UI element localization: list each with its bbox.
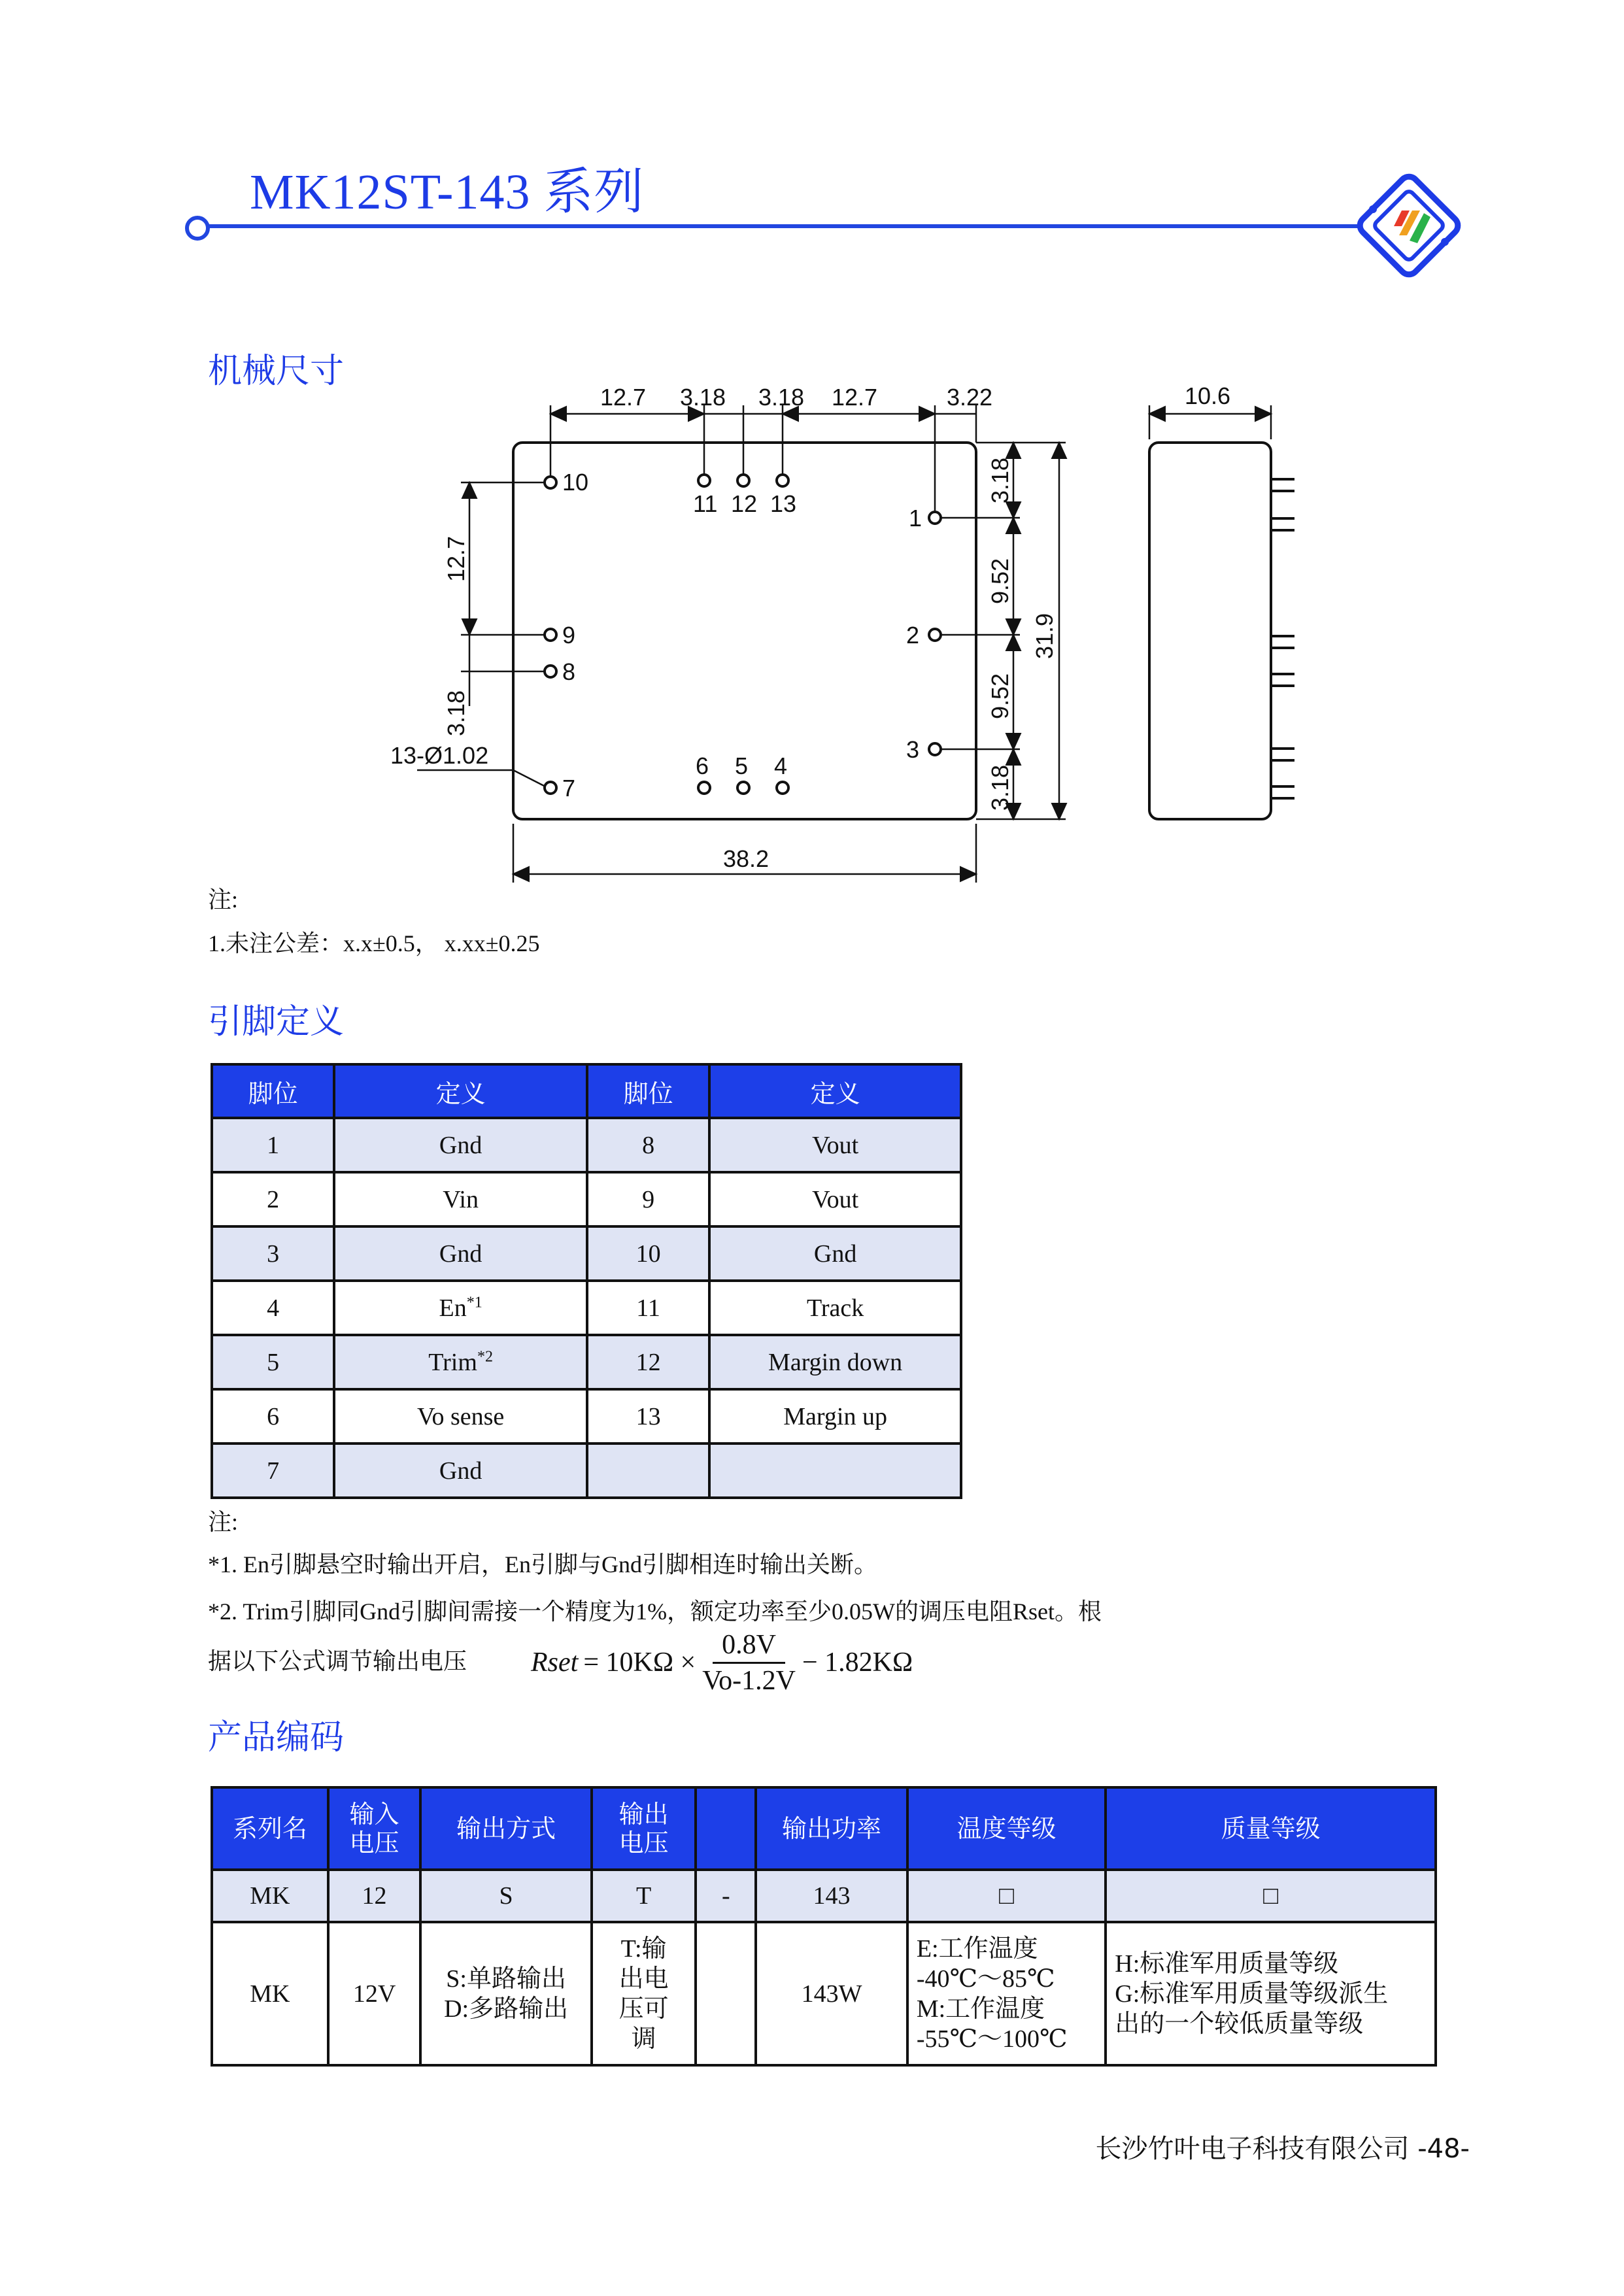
table-cell (592, 1922, 696, 2065)
pin-note-1: *1. En引脚悬空时输出开启，En引脚与Gnd引脚相连时输出关断。 (208, 1551, 877, 1578)
table-cell: □ (907, 1870, 1106, 1922)
output-voltage-line: T:输 (620, 1934, 667, 1963)
table-cell: 4 (212, 1281, 334, 1335)
table-cell (420, 1922, 591, 2065)
dim-right-4: 3.18 (987, 764, 1013, 811)
footnote-mark-2: *2 (477, 1347, 493, 1365)
side-pins (1271, 479, 1294, 798)
output-voltage-line: 出电 (618, 1965, 669, 1993)
pin-hole-11 (698, 475, 710, 486)
output-voltage-line: 调 (631, 2025, 656, 2053)
temp-line: -40℃～85℃ (916, 1965, 1055, 1993)
pin-def-en: En (439, 1294, 467, 1322)
temp-line: -55℃～100℃ (916, 2025, 1068, 2053)
table-cell: 9 (587, 1172, 709, 1226)
table-cell: Gnd (334, 1226, 587, 1281)
header-dot (185, 216, 210, 241)
series-title: MK12ST-143 系列 (250, 165, 645, 220)
table-cell: 7 (212, 1443, 334, 1498)
code-header-quality: 质量等级 (1106, 1787, 1436, 1870)
pin-hole-12 (737, 475, 749, 486)
mechanical-drawing (366, 379, 1294, 902)
output-mode-line: S:单路输出 (446, 1965, 566, 1993)
table-cell (334, 1281, 587, 1335)
pin-note-label: 注: (208, 1509, 239, 1535)
dim-left-2: 3.18 (443, 690, 469, 736)
code-header-temp: 温度等级 (907, 1787, 1106, 1870)
dim-top-3: 3.18 (758, 384, 805, 411)
pin-hole-6 (698, 782, 710, 794)
table-row (212, 1172, 961, 1226)
pin-label-6: 6 (696, 752, 709, 779)
table-cell (696, 1922, 756, 2065)
table-cell: 12V (328, 1922, 421, 2065)
table-cell (709, 1443, 961, 1498)
pin-hole-1 (929, 512, 941, 524)
table-cell: Vo sense (334, 1389, 587, 1443)
pin-label-3: 3 (906, 736, 920, 763)
pin-label-13: 13 (770, 490, 797, 517)
table-cell: MK (212, 1870, 328, 1922)
table-cell: 12 (587, 1335, 709, 1389)
table-cell: 8 (587, 1118, 709, 1172)
table-cell: Vout (709, 1118, 961, 1172)
table-cell: □ (1106, 1870, 1436, 1922)
pin-hole-5 (737, 782, 749, 794)
table-cell: Vin (334, 1172, 587, 1226)
table-cell: 13 (587, 1389, 709, 1443)
company-logo-icon (1347, 163, 1471, 288)
section-title-mechanical: 机械尺寸 (208, 352, 345, 391)
pin-label-1: 1 (909, 505, 922, 532)
table-cell: T (592, 1870, 696, 1922)
pin-header-def-2: 定义 (709, 1064, 961, 1118)
hole-callout: 13-Ø1.02 (390, 742, 489, 769)
table-row (212, 1335, 961, 1389)
pin-hole-7 (545, 782, 556, 794)
table-row (212, 1118, 961, 1172)
formula-coef: = 10KΩ × (583, 1647, 696, 1678)
dim-height: 31.9 (1031, 613, 1058, 659)
table-cell: S (420, 1870, 591, 1922)
header-rule (196, 224, 1360, 228)
module-side-body (1149, 443, 1271, 819)
temp-line: M:工作温度 (916, 1995, 1045, 2023)
code-header-blank (696, 1787, 756, 1870)
pin-hole-10 (545, 477, 556, 488)
table-cell (907, 1922, 1106, 2065)
code-header-input: 输入 电压 (328, 1787, 421, 1870)
formula-denominator: Vo-1.2V (702, 1665, 796, 1696)
code-header-output-mode: 输出方式 (420, 1787, 591, 1870)
formula-numerator: 0.8V (713, 1629, 785, 1664)
formula-fraction (702, 1629, 796, 1697)
table-row (212, 1389, 961, 1443)
section-title-code: 产品编码 (208, 1718, 345, 1757)
table-cell: 10 (587, 1226, 709, 1281)
table-cell: Gnd (334, 1118, 587, 1172)
pin-def-trim: Trim (428, 1348, 477, 1376)
table-cell: 143 (756, 1870, 907, 1922)
pin-hole-13 (777, 475, 788, 486)
pin-note-3: 据以下公式调节输出电压 (208, 1648, 467, 1674)
dim-width: 38.2 (723, 845, 770, 872)
dim-top-2: 3.18 (680, 384, 726, 411)
table-row (212, 1922, 1436, 2065)
pin-label-5: 5 (735, 752, 749, 779)
table-cell: 11 (587, 1281, 709, 1335)
pin-label-12: 12 (731, 490, 758, 517)
pin-label-7: 7 (562, 775, 576, 802)
table-cell: Margin down (709, 1335, 961, 1389)
dim-right-2: 9.52 (987, 558, 1013, 604)
pin-hole-3 (929, 743, 941, 755)
output-mode-line: D:多路输出 (444, 1995, 569, 2023)
table-cell: Vout (709, 1172, 961, 1226)
code-header-power: 输出功率 (756, 1787, 907, 1870)
table-cell: Track (709, 1281, 961, 1335)
pin-hole-4 (777, 782, 788, 794)
quality-line: G:标准军用质量等级派生 (1115, 1980, 1389, 2008)
pin-label-8: 8 (562, 658, 576, 685)
table-cell: 12 (328, 1870, 421, 1922)
pin-label-9: 9 (562, 622, 576, 649)
product-code-table (211, 1786, 1437, 2067)
temp-line: E:工作温度 (916, 1934, 1038, 1963)
pin-label-10: 10 (562, 469, 589, 496)
dim-top-1: 12.7 (600, 384, 647, 411)
formula-lhs: Rset (531, 1647, 579, 1678)
table-cell: Gnd (709, 1226, 961, 1281)
pin-label-4: 4 (774, 752, 788, 779)
pin-header-def-1: 定义 (334, 1064, 587, 1118)
table-cell: 2 (212, 1172, 334, 1226)
footer-company-page: 长沙竹叶电子科技有限公司 -48- (1095, 2134, 1470, 2164)
code-header-series: 系列名 (212, 1787, 328, 1870)
code-header-output-voltage: 输出 电压 (592, 1787, 696, 1870)
mech-note-label: 注: (208, 886, 239, 913)
footnote-mark-1: *1 (466, 1293, 482, 1311)
pin-label-2: 2 (906, 622, 920, 649)
dim-right-3: 9.52 (987, 673, 1013, 719)
table-cell: 5 (212, 1335, 334, 1389)
rset-formula (531, 1627, 913, 1698)
table-cell: 3 (212, 1226, 334, 1281)
table-row (212, 1281, 961, 1335)
formula-tail: − 1.82KΩ (802, 1647, 913, 1678)
dim-side-width: 10.6 (1185, 382, 1231, 409)
quality-line: H:标准军用质量等级 (1115, 1950, 1339, 1978)
table-cell: Margin up (709, 1389, 961, 1443)
table-cell: 1 (212, 1118, 334, 1172)
table-cell (334, 1335, 587, 1389)
pin-hole-9 (545, 629, 556, 641)
table-cell: 6 (212, 1389, 334, 1443)
dim-top-4: 12.7 (832, 384, 878, 411)
pin-hole-8 (545, 666, 556, 677)
pin-note-2: *2. Trim引脚同Gnd引脚间需接一个精度为1%，额定功率至少0.05W的调压电阻Rset。根 (208, 1598, 1102, 1625)
dim-left-1: 12.7 (443, 535, 469, 582)
table-row (212, 1870, 1436, 1922)
table-cell: - (696, 1870, 756, 1922)
dim-right-1: 3.18 (987, 457, 1013, 503)
table-cell (1106, 1922, 1436, 2065)
table-cell: Gnd (334, 1443, 587, 1498)
pin-header-pos-1: 脚位 (212, 1064, 334, 1118)
pin-definition-table (211, 1063, 962, 1499)
quality-line: 出的一个较低质量等级 (1115, 2010, 1364, 2038)
table-cell (587, 1443, 709, 1498)
table-cell: 143W (756, 1922, 907, 2065)
pin-label-11: 11 (693, 490, 718, 517)
dim-top-5: 3.22 (947, 384, 993, 411)
pin-header-pos-2: 脚位 (587, 1064, 709, 1118)
table-cell: MK (212, 1922, 328, 2065)
table-row (212, 1443, 961, 1498)
table-row (212, 1226, 961, 1281)
pin-hole-2 (929, 629, 941, 641)
output-voltage-line: 压可 (618, 1995, 669, 2023)
section-title-pins: 引脚定义 (208, 1002, 345, 1041)
mech-note-tolerance: 1.未注公差：x.x±0.5， x.xx±0.25 (208, 930, 540, 956)
